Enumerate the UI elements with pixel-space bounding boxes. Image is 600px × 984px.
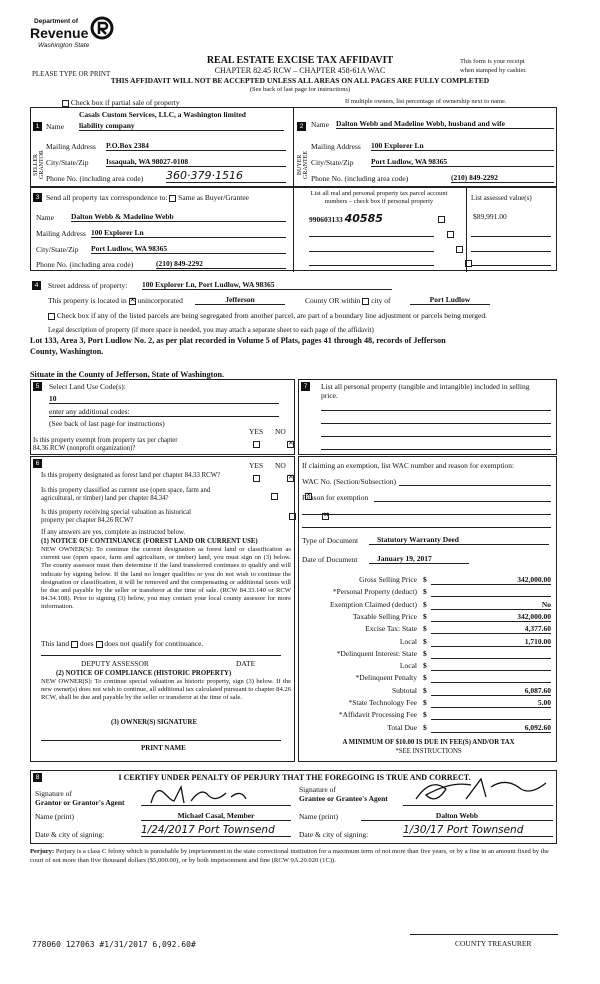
tax-calc-dollar: $ bbox=[423, 624, 427, 634]
send-correspondence-label: Send all property tax correspondence to: bbox=[46, 193, 168, 202]
exempt-yes-checkbox[interactable] bbox=[253, 441, 260, 448]
land-use-code: 10 bbox=[49, 394, 279, 404]
tax-calc-row bbox=[299, 698, 558, 709]
forest-question: Is this property designated as forest land per chapter 84.33 RCW? bbox=[41, 472, 221, 479]
exempt-yes: YES bbox=[249, 427, 264, 436]
tax-calc-row bbox=[299, 661, 558, 672]
logo-name: Revenue bbox=[30, 25, 89, 41]
tax-calc-value bbox=[431, 710, 551, 720]
street-address: 100 Explorer Ln, Port Ludlow, WA 98365 bbox=[142, 280, 392, 290]
buyer-city-label: City/State/Zip bbox=[311, 158, 354, 167]
tax-calc-value: 1,710.00 bbox=[431, 637, 551, 647]
land-label: This land bbox=[41, 639, 70, 648]
designation-section: 6 YES NO Is this property designated as forest land per chapter 84.33 RCW? ✕ Is this property classified as current use (open space, farm and agricultural, or timber) land per chapter 84.34? ✕ Is this property receiving special valuation as historical property per chapter 84.26 RCW? ✕ If any answers are yes, complete as instructed below. (1) NOTICE OF CONTINUANCE (FOREST LAND OR CURRENT USE) NEW OWNER(S): To continue the current designation as forest land or classification as current use (open space, farm and agriculture, or timber) land, you must sign on (3) below. The county assessor must then determine if the land transferred continues to qualify and will indicate by signing below. If the land no longer qualifies or you do not wish to continue the designation or classification, it will be removed and the compensating or additional taxes will be due and payable by the seller or transferor at the time of sale. (RCW 84.33.140 or RCW 84.34.108). Prior to signing (3) below, you may contact your local county assessor for more information. This land does does not qualify for continuance. DEPUTY ASSESSOR DATE (2) NOTICE OF COMPLIANCE (HISTORIC PROPERTY) NEW OWNER(S): To continue special valuation as historic property, sign (3) below. If the new owner(s) does not wish to continue, all additional tax calculated pursuant to chapter 84.26 RCW, shall be due and payable by the seller or transferor at the time of sale. (3) OWNER(S) SIGNATURE PRINT NAME bbox=[30, 456, 295, 762]
tax-calc-row bbox=[299, 723, 558, 734]
notice-continuance-title: (1) NOTICE OF CONTINUANCE (FOREST LAND OR CURRENT USE) bbox=[41, 538, 258, 545]
land-does-checkbox[interactable] bbox=[71, 641, 78, 648]
form-title: REAL ESTATE EXCISE TAX AFFIDAVIT bbox=[206, 55, 394, 66]
same-as-buyer-checkbox[interactable] bbox=[169, 195, 176, 202]
personal-property-checkbox-2[interactable] bbox=[447, 231, 454, 238]
unincorporated-checkbox[interactable] bbox=[129, 298, 136, 305]
perjury-note bbox=[30, 848, 557, 865]
tax-calc-row bbox=[299, 624, 558, 635]
buyer-mail-label: Mailing Address bbox=[311, 142, 361, 151]
tax-calc-label: Subtotal bbox=[391, 685, 417, 695]
tax-calc-dollar: $ bbox=[423, 599, 427, 609]
logo-mark-icon bbox=[90, 16, 114, 40]
tax-calc-value bbox=[431, 661, 551, 671]
owner-signature-label: (3) OWNER(S) SIGNATURE bbox=[111, 719, 197, 726]
tax-calc-label: Taxable Selling Price bbox=[352, 611, 417, 621]
assessed-value: $89,991.00 bbox=[473, 212, 507, 221]
personal-property-text-1: List all personal property (tangible and intangible) included in selling bbox=[321, 382, 530, 391]
exempt-q2: 84.36 RCW (nonprofit organization)? bbox=[33, 445, 136, 452]
tax-calc-dollar: $ bbox=[423, 661, 427, 671]
tax-calc-label: Excise Tax: State bbox=[365, 624, 417, 634]
personal-property-text-2: price. bbox=[321, 391, 338, 400]
buyer-side-label: BUYER GRANTEE bbox=[297, 151, 309, 179]
tax-calc-label: *Delinquent Interest: State bbox=[336, 648, 417, 658]
corr-city: Port Ludlow, WA 98365 bbox=[91, 244, 286, 254]
notice-compliance-body: NEW OWNER(S): To continue special valuation as historic property, sign (3) below. If the new owner(s) does not wish to continue, all additional tax calculated pursuant to chapter 84.26 RCW, shall be due and payable by the seller or transferor at the time of sale. bbox=[41, 678, 291, 702]
exemption-claim-label: If claiming an exemption, list WAC number and reason for exemption: bbox=[302, 461, 515, 470]
tax-calc-label: Total Due bbox=[387, 722, 417, 732]
grantor-name: Michael Casal, Member bbox=[141, 811, 291, 821]
current-use-question-1: Is this property classified as current use (open space, farm and bbox=[41, 487, 211, 494]
seller-name-label: Name bbox=[46, 122, 64, 131]
tax-calc-label: Exemption Claimed (deduct) bbox=[329, 599, 417, 609]
tax-calc-value: 4,377.60 bbox=[431, 624, 551, 634]
tax-calc-dollar: $ bbox=[423, 673, 427, 683]
county-or-label: County OR within bbox=[305, 296, 361, 305]
notice-continuance-body: NEW OWNER(S): To continue the current designation as forest land or classification as current use (open space, farm and agriculture, or timber) land, you must sign on (3) below. The county assessor must then determine if the land transferred continues to qualify and will indicate by signing below. If the land no longer qualifies or you do not wish to continue the designation or classification, it will be removed and the compensating or additional taxes will be due and payable by the seller or transferor at the time of sale. (RCW 84.33.140 or RCW 84.34.108). Prior to signing (3) below, you may contact your local county assessor for more information. bbox=[41, 546, 291, 611]
party-section: 1 2 SELLER GRANTOR BUYER GRANTEE Casals Custom Services, LLC, a Washington limited Name liability company Name Dalton Webb and Madeline Webb, husband and wife Mailing Address P.O.Box 2384 City/State/Zip Issaquah, WA 98027-0108 Phone No. (including area code) 360·379·1516 Mailing Address 100 Explorer Ln City/State/Zip Port Ludlow, WA 98365 Phone No. (including area code) (210) 849-2292 bbox=[30, 107, 557, 187]
corr-phone: (210) 849-2292 bbox=[156, 259, 286, 269]
perjury-text: Perjury is a class C felony which is punishable by imprisonment in the state correctional institution for a maximum term of not more than five years, or by a fine in an amount fixed by the court of not more than five thousand dollars ($5,000.00), or by both imprisonment and fine (RCW 9A.20.020 (1C)). bbox=[30, 848, 549, 864]
form-notice: THIS AFFIDAVIT WILL NOT BE ACCEPTED UNLESS ALL AREAS ON ALL PAGES ARE FULLY COMPLETED bbox=[110, 76, 490, 85]
land-does: does bbox=[79, 639, 94, 648]
dor-logo bbox=[30, 18, 120, 52]
tax-calc-value: No bbox=[431, 600, 551, 610]
corr-name: Dalton Webb & Madeline Webb bbox=[71, 212, 286, 222]
legal-description-2: County, Washington. bbox=[30, 347, 104, 356]
city-of-label: city of bbox=[371, 296, 391, 305]
tax-correspondence-section: 3 Send all property tax correspondence to: Same as Buyer/Grantee Name Dalton Webb & Madeline Webb Mailing Address 100 Explorer Ln City/State/Zip Port Ludlow, WA 98365 Phone No. (including area code) (210) 849-2292 List all real and personal property tax parcel account numbers – check box if personal property List assessed value(s) 990603133 40585 $89,991.00 bbox=[30, 187, 557, 271]
tax-calc-dollar: $ bbox=[423, 648, 427, 658]
reason-label: Reason for exemption bbox=[302, 493, 369, 502]
corr-phone-label: Phone No. (including area code) bbox=[36, 260, 134, 269]
doc-type: Statutory Warranty Deed bbox=[369, 535, 549, 545]
legal-label: Legal description of property (if more space is needed, you may attach a separate sheet to each page of the affidavit) bbox=[48, 326, 374, 334]
tax-calc-row bbox=[299, 686, 558, 697]
forest-no-checkbox[interactable] bbox=[287, 475, 294, 482]
grantee-name: Dalton Webb bbox=[361, 811, 553, 821]
if-any-yes: If any answers are yes, complete as instructed below. bbox=[41, 529, 186, 536]
tax-calc-label: Local bbox=[399, 636, 417, 646]
minimum-note: A MINIMUM OF $10.00 IS DUE IN FEE(S) AND/OR TAX bbox=[342, 739, 515, 746]
personal-property-checkbox-3[interactable] bbox=[456, 246, 463, 253]
seller-mail: P.O.Box 2384 bbox=[106, 141, 286, 151]
tax-calc-row bbox=[299, 575, 558, 586]
tax-calc-label: *Delinquent Penalty bbox=[355, 673, 417, 683]
receipt-note-1: This form is your receipt bbox=[460, 58, 525, 65]
current-use-yes-checkbox[interactable] bbox=[271, 493, 278, 500]
form-chapter: CHAPTER 82.45 RCW – CHAPTER 458-61A WAC bbox=[214, 66, 386, 75]
seller-city: Issaquah, WA 98027-0108 bbox=[106, 157, 286, 167]
cashier-stamp: 778060 127063 #1/31/2017 6,092.60# bbox=[32, 940, 196, 949]
certify-text: I CERTIFY UNDER PENALTY OF PERJURY THAT THE FOREGOING IS TRUE AND CORRECT. bbox=[118, 773, 471, 782]
tax-calc-row bbox=[299, 637, 558, 648]
land-does-not: does not qualify for continuance. bbox=[104, 639, 204, 648]
tax-calc-dollar: $ bbox=[423, 685, 427, 695]
land-use-section: 5 Select Land Use Code(s): 10 enter any additional codes: (See back of last page for instructions) YES NO Is this property exempt from property tax per chapter 84.36 RCW (nonprofit organization)? ✕ bbox=[30, 379, 295, 455]
forest-yes-checkbox[interactable] bbox=[253, 475, 260, 482]
exempt-no: NO bbox=[275, 427, 286, 436]
grantee-name-label: Name (print) bbox=[299, 812, 338, 821]
date-label: DATE bbox=[236, 659, 256, 668]
see-instructions: *SEE INSTRUCTIONS bbox=[395, 748, 462, 755]
tax-calc-section bbox=[298, 456, 557, 762]
wac-label: WAC No. (Section/Subsection) bbox=[302, 477, 396, 486]
tax-calc-dollar: $ bbox=[423, 611, 427, 621]
buyer-name-label: Name bbox=[311, 120, 329, 129]
seller-phone: 360·379·1516 bbox=[166, 169, 286, 183]
corr-mail-label: Mailing Address bbox=[36, 229, 86, 238]
tax-calc-dollar: $ bbox=[423, 710, 427, 720]
type-or-print: PLEASE TYPE OR PRINT bbox=[32, 70, 111, 78]
tax-calc-dollar: $ bbox=[423, 587, 427, 597]
historic-question-1: Is this property receiving special valuation as historical bbox=[41, 509, 192, 516]
receipt-note-2: when stamped by cashier. bbox=[460, 67, 527, 74]
notice-compliance-title: (2) NOTICE OF COMPLIANCE (HISTORIC PROPERTY) bbox=[56, 670, 232, 677]
tax-calc-value bbox=[431, 673, 551, 683]
tax-calc-dollar: $ bbox=[423, 575, 427, 584]
parcel-number-b: 40585 bbox=[344, 212, 383, 225]
perjury-label: Perjury: bbox=[30, 848, 55, 855]
tax-calc-value: 6,087.60 bbox=[431, 686, 551, 696]
situate: Situate in the County of Jefferson, State of Washington. bbox=[30, 370, 225, 379]
deputy-assessor-label: DEPUTY ASSESSOR bbox=[81, 659, 149, 668]
seller-name-1: Casals Custom Services, LLC, a Washington limited bbox=[79, 110, 246, 119]
tax-calc-row bbox=[299, 649, 558, 660]
corr-mail: 100 Explorer Ln bbox=[91, 228, 286, 238]
tax-calc-label: *Affidavit Processing Fee bbox=[338, 710, 417, 720]
partial-sale-checkbox[interactable] bbox=[62, 100, 69, 107]
print-name-label: PRINT NAME bbox=[141, 744, 186, 752]
grantee-date-city: 1/30/17 Port Townsend bbox=[403, 824, 553, 837]
exempt-q1: Is this property exempt from property tax per chapter bbox=[33, 437, 178, 444]
corr-name-label: Name bbox=[36, 213, 54, 222]
logo-dept: Department of bbox=[34, 18, 79, 25]
tax-calc-value: 6,092.60 bbox=[431, 723, 551, 733]
tax-calc-row bbox=[299, 612, 558, 623]
grantor-date-label: Date & city of signing: bbox=[35, 830, 105, 839]
tax-calc-row bbox=[299, 673, 558, 684]
grantee-date-label: Date & city of signing: bbox=[299, 830, 369, 839]
buyer-city: Port Ludlow, WA 98365 bbox=[371, 157, 554, 167]
buyer-phone-label: Phone No. (including area code) bbox=[311, 174, 409, 183]
certification-section: 8 I CERTIFY UNDER PENALTY OF PERJURY THAT THE FOREGOING IS TRUE AND CORRECT. Signature of Grantor or Grantor's Agent Signature of Grantee or Grantee's Agent Name (print) Michael Casal, Member Name (print) Dalton Webb Date & city of signing: 1/24/2017 Port Townsend Date & city of signing: 1/30/17 Port Townsend bbox=[30, 770, 557, 844]
tax-calc-value bbox=[431, 587, 551, 597]
grantor-name-label: Name (print) bbox=[35, 812, 74, 821]
tax-calc-dollar: $ bbox=[423, 636, 427, 646]
street-label: Street address of property: bbox=[48, 281, 128, 290]
segregated-checkbox[interactable] bbox=[48, 313, 55, 320]
land-does-not-checkbox[interactable] bbox=[96, 641, 103, 648]
within-city-checkbox[interactable] bbox=[362, 298, 369, 305]
personal-property-checkbox-1[interactable] bbox=[438, 216, 445, 223]
same-as-buyer-label: Same as Buyer/Grantee bbox=[178, 193, 249, 202]
doc-date-label: Date of Document bbox=[302, 555, 358, 564]
grantor-sig-label-1: Signature of bbox=[35, 789, 72, 798]
grantor-signature-icon bbox=[146, 783, 266, 807]
current-use-question-2: agricultural, or timber) land per chapter 84.34? bbox=[41, 495, 169, 502]
tax-calc-dollar: $ bbox=[423, 698, 427, 707]
legal-description-1: Lot 133, Area 3, Port Ludlow No. 2, as per plat recorded in Volume 5 of Plats, pages 41 through 48, records of Jefferson bbox=[30, 336, 446, 345]
tax-calc-row bbox=[299, 710, 558, 721]
seller-mail-label: Mailing Address bbox=[46, 142, 96, 151]
seller-name-2: liability company bbox=[79, 121, 284, 131]
segregated-label: Check box if any of the listed parcels are being segregated from another parcel, are part of a boundary line adjustment or parcels being merged. bbox=[56, 311, 487, 320]
parcel-header-2: numbers – check box if personal property bbox=[324, 198, 434, 205]
personal-property-section: 7 List all personal property (tangible and intangible) included in selling price. bbox=[298, 379, 557, 455]
land-use-label: Select Land Use Code(s): bbox=[49, 382, 126, 391]
exempt-no-checkbox[interactable] bbox=[287, 441, 294, 448]
grantee-sig-label-1: Signature of bbox=[299, 785, 336, 794]
county-treasurer: COUNTY TREASURER bbox=[455, 939, 532, 948]
logo-state: Washington State bbox=[38, 42, 90, 49]
tax-calc-label: *Personal Property (deduct) bbox=[332, 587, 417, 597]
seller-city-label: City/State/Zip bbox=[46, 158, 89, 167]
grantee-sig-label-2: Grantee or Grantee's Agent bbox=[299, 794, 388, 803]
seller-phone-label: Phone No. (including area code) bbox=[46, 174, 144, 183]
parcel-number-a: 990603133 bbox=[309, 215, 343, 224]
located-label: This property is located in bbox=[48, 296, 127, 305]
historic-question-2: property per chapter 84.26 RCW? bbox=[41, 517, 134, 524]
tax-calc-row bbox=[299, 587, 558, 598]
parcel-number bbox=[309, 212, 383, 225]
buyer-mail: 100 Explorer Ln bbox=[371, 141, 554, 151]
tax-calc-value: 342,000.00 bbox=[431, 575, 551, 585]
grantor-sig-label-2: Grantor or Grantor's Agent bbox=[35, 798, 125, 807]
county-value: Jefferson bbox=[195, 295, 285, 305]
partial-sale-label: Check box if partial sale of property bbox=[70, 98, 180, 107]
buyer-name: Dalton Webb and Madeline Webb, husband and wife bbox=[336, 119, 554, 129]
unincorporated-label: unincorporated bbox=[137, 296, 183, 305]
tax-calc-value: 5.00 bbox=[431, 698, 551, 708]
grantor-date-city: 1/24/2017 Port Townsend bbox=[141, 824, 291, 837]
doc-type-label: Type of Document bbox=[302, 536, 359, 545]
grantee-signature-icon bbox=[411, 775, 551, 807]
buyer-phone: (210) 849-2292 bbox=[451, 173, 554, 183]
historic-yes-checkbox[interactable] bbox=[289, 513, 296, 520]
tax-calc-value: 342,000.00 bbox=[431, 612, 551, 622]
additional-codes-label: enter any additional codes: bbox=[49, 407, 130, 416]
tax-calc-dollar: $ bbox=[423, 722, 427, 732]
doc-date: January 19, 2017 bbox=[369, 554, 469, 564]
form-see-back: (See back of last page for instructions) bbox=[249, 86, 351, 93]
tax-calc-row bbox=[299, 600, 558, 611]
tax-calc-label: *State Technology Fee bbox=[348, 698, 417, 707]
city-value: Port Ludlow bbox=[410, 295, 490, 305]
partial-sale-row bbox=[62, 98, 180, 107]
assessed-header: List assessed value(s) bbox=[471, 194, 532, 202]
multi-owner-note: If multiple owners, list percentage of ownership next to name. bbox=[345, 98, 507, 105]
designation-yes: YES bbox=[249, 461, 264, 470]
seller-side-label: SELLER GRANTOR bbox=[33, 150, 45, 180]
parcel-header-1: List all real and personal property tax parcel account bbox=[310, 190, 448, 197]
designation-no: NO bbox=[275, 461, 286, 470]
tax-calc-label: Local bbox=[399, 661, 417, 671]
land-use-see: (See back of last page for instructions) bbox=[49, 419, 165, 428]
tax-calc-value bbox=[431, 649, 551, 659]
tax-calc-label: Gross Selling Price bbox=[359, 575, 417, 584]
corr-city-label: City/State/Zip bbox=[36, 245, 79, 254]
